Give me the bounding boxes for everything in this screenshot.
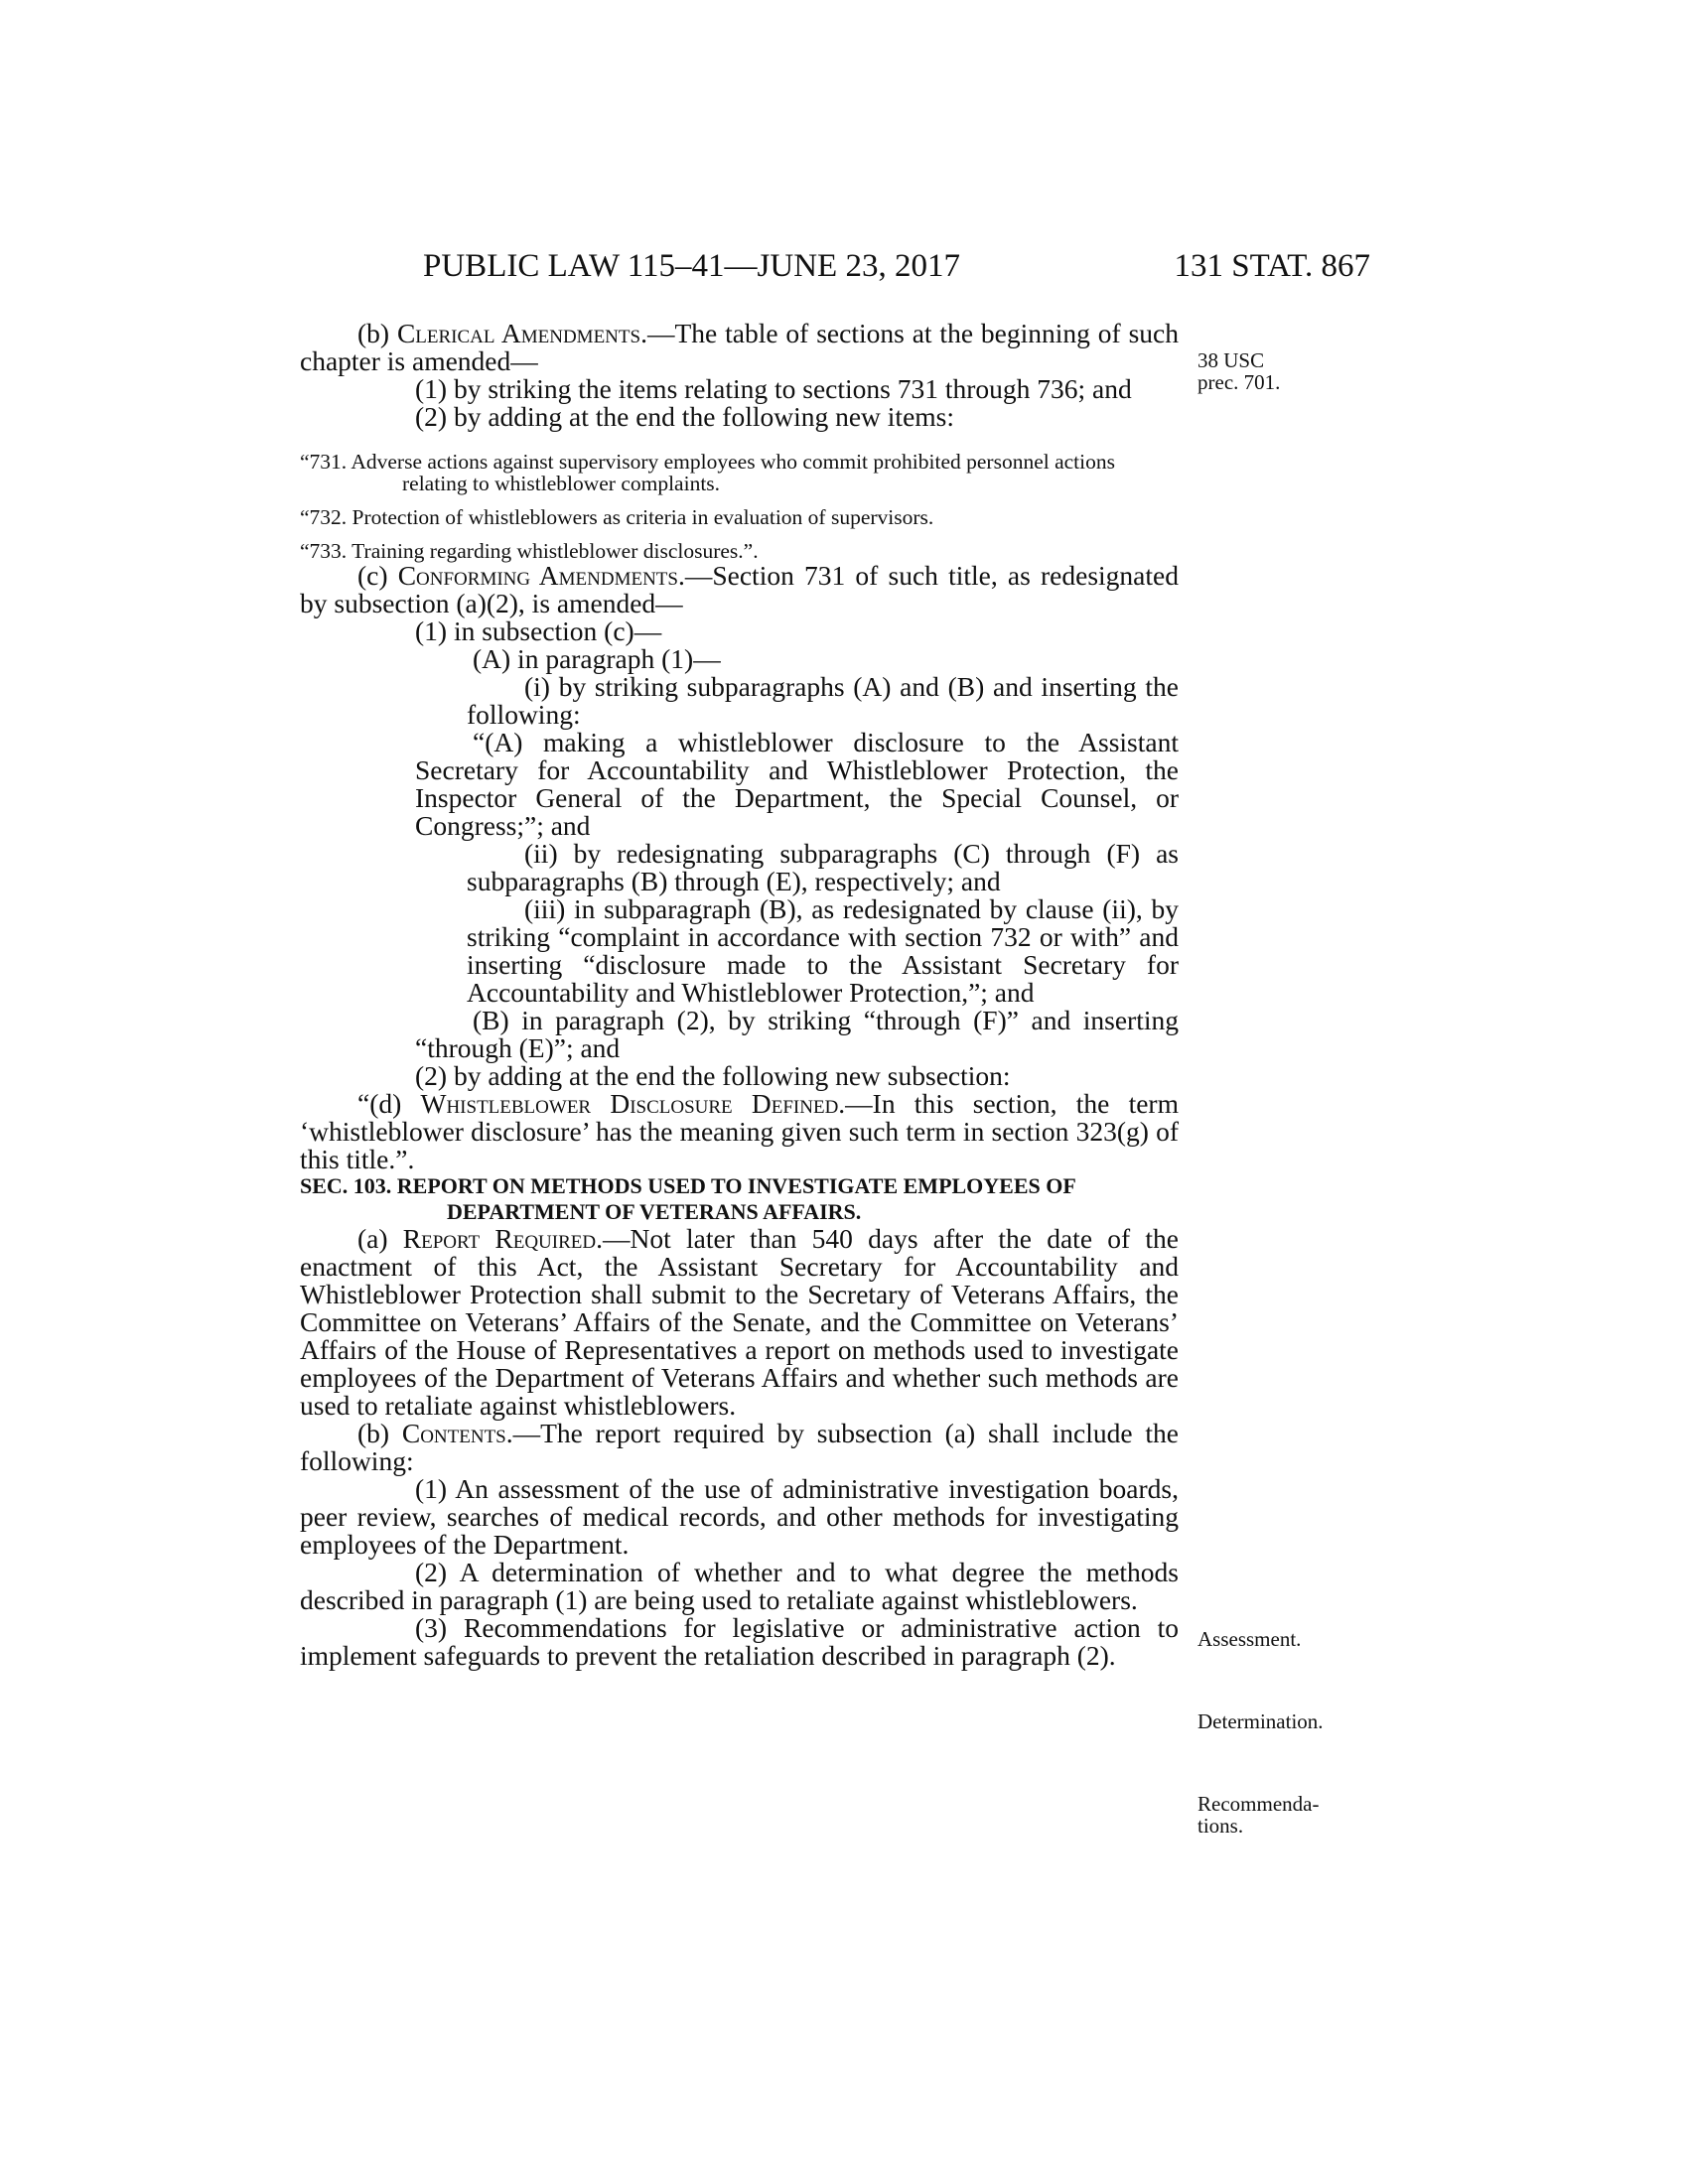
toc-entry-733: “733. Training regarding whistleblower disclosures.”. bbox=[300, 539, 759, 563]
public-law-title: PUBLIC LAW 115–41—JUNE 23, 2017 bbox=[423, 248, 960, 284]
margin-note-usc bbox=[1197, 349, 1280, 393]
subsection-heading: Whistleblower Disclosure Defined bbox=[420, 1088, 839, 1119]
table-of-sections bbox=[300, 451, 1179, 562]
subparagraph-c1A: (A) in paragraph (1)— bbox=[473, 643, 721, 674]
clause-c1Ai: (i) by striking subparagraphs (A) and (B) and inserting the following: bbox=[467, 671, 1179, 730]
margin-note-recommendations-line1: Recommenda- bbox=[1197, 1792, 1320, 1816]
subsection-heading: Conforming Amendments bbox=[397, 560, 678, 591]
subsection-b-clerical: (b) Clerical Amendments.—The table of sections at the beginning of such chapter is amended— bbox=[300, 318, 1179, 376]
subsection-heading: Report Required bbox=[402, 1223, 597, 1254]
section-103-heading: SEC. 103. REPORT ON METHODS USED TO INVESTIGATE EMPLOYEES OF DEPARTMENT OF VETERANS AFFAIRS. bbox=[300, 1173, 1075, 1224]
paragraph-b2: (2) by adding at the end the following new items: bbox=[415, 401, 955, 432]
subsection-heading: Contents bbox=[401, 1418, 506, 1448]
paragraph-1-assessment: (1) An assessment of the use of administrative investigation boards, peer review, searches of medical records, and other methods for investigating employees of the Department. bbox=[300, 1473, 1179, 1560]
new-subsection-d: “(d) Whistleblower Disclosure Defined.—In this section, the term ‘whistleblower disclosure’ has the meaning given such term in section 323(g) of this title.”. bbox=[300, 1088, 1179, 1174]
margin-note-recommendations bbox=[1197, 1793, 1319, 1837]
paragraph-2-determination: (2) A determination of whether and to what degree the methods described in paragraph (1) are being used to retaliate against whistleblowers. bbox=[300, 1557, 1179, 1615]
paragraph-c2: (2) by adding at the end the following new subsection: bbox=[415, 1060, 1011, 1091]
subsection-a-report-required: (a) Report Required.—Not later than 540 days after the date of the enactment of this Act, the Assistant Secretary for Accountability and Whistleblower Protection shall submit to the Secretary of Veterans Affairs, the Committee on Veterans’ Affairs of the Senate, and the Committee on Veterans’ Affairs of the House of Representatives a report on methods used to investigate employees of the Department of Veterans Affairs and whether such methods are used to retaliate against whistleblowers. bbox=[300, 1223, 1180, 1421]
margin-note-recommendations-line2: tions. bbox=[1197, 1814, 1244, 1838]
quoted-subparagraph-A: “(A) making a whistleblower disclosure to the Assistant Secretary for Accountability and Whistleblower Protection, the Inspector General of the Department, the Special Counsel, or Congress;”; and bbox=[415, 727, 1179, 841]
toc-entry-731: “731. Adverse actions against supervisory employees who commit prohibited personnel actions relating to whistleblower complaints. bbox=[300, 450, 1115, 495]
statute-page-number: 131 STAT. 867 bbox=[1174, 248, 1370, 284]
subsection-heading: Clerical Amendments bbox=[396, 318, 641, 348]
subparagraph-c1B: (B) in paragraph (2), by striking “through (F)” and inserting “through (E)”; and bbox=[415, 1005, 1179, 1063]
paragraph-3-recommendations: (3) Recommendations for legislative or administrative action to implement safeguards to prevent the retaliation described in paragraph (2). bbox=[300, 1612, 1179, 1671]
margin-note-usc-line2: prec. 701. bbox=[1197, 370, 1281, 394]
paragraph-c1: (1) in subsection (c)— bbox=[415, 615, 662, 646]
clause-c1Aiii: (iii) in subparagraph (B), as redesignated by clause (ii), by striking “complaint in accordance with section 732 or with” and inserting “disclosure made to the Assistant Secretary for Accountability and Whistleblower Protection,”; and bbox=[467, 893, 1179, 1008]
clause-c1Aii: (ii) by redesignating subparagraphs (C) through (F) as subparagraphs (B) through (E), respectively; and bbox=[467, 838, 1179, 896]
toc-entry-732: “732. Protection of whistleblowers as criteria in evaluation of supervisors. bbox=[300, 505, 934, 529]
margin-note-determination: Determination. bbox=[1197, 1709, 1324, 1733]
document-body bbox=[300, 320, 1179, 1670]
paragraph-b1: (1) by striking the items relating to sections 731 through 736; and bbox=[415, 373, 1132, 404]
subsection-b-contents: (b) Contents.—The report required by subsection (a) shall include the following: bbox=[300, 1418, 1179, 1476]
subsection-c-conforming: (c) Conforming Amendments.—Section 731 of such title, as redesignated by subsection (a)(2), is amended— bbox=[300, 560, 1179, 618]
margin-note-assessment: Assessment. bbox=[1197, 1627, 1302, 1651]
margin-note-usc-line1: 38 USC bbox=[1197, 348, 1265, 372]
